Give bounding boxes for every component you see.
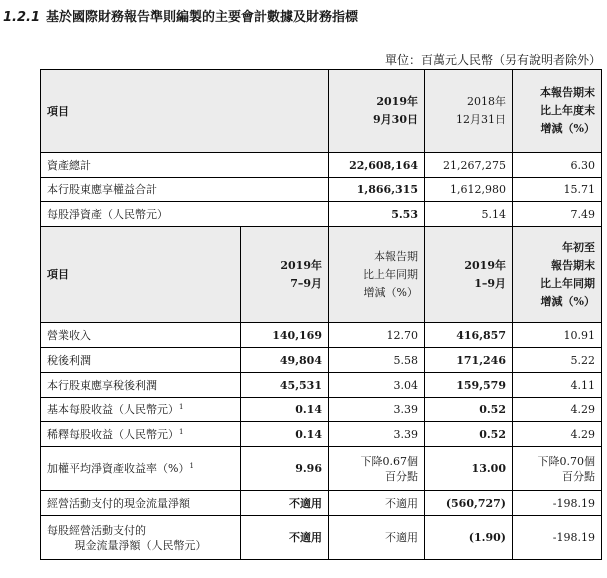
footnote-marker: 1 [189, 462, 194, 470]
row-value-d: 10.91 [513, 323, 602, 348]
row-value-a: 不適用 [241, 516, 329, 560]
section1-header-col-c: 本報告期末 比上年度末 增減（%） [513, 70, 602, 153]
section2-header-col-a: 2019年 7–9月 [241, 227, 329, 323]
row-value-b: 12.70 [329, 323, 425, 348]
table-row [41, 202, 602, 227]
row-value-d: 5.22 [513, 348, 602, 373]
row-value-d: 下降0.70個 百分點 [513, 447, 602, 491]
section1-header-row [41, 70, 602, 153]
table-row [41, 398, 602, 422]
row-value-a: 0.14 [241, 398, 329, 422]
row-label: 本行股東應享權益合計 [41, 178, 329, 202]
row-label: 資產總計 [41, 153, 329, 178]
row-label: 稅後利潤 [41, 348, 241, 373]
section-title [3, 6, 358, 25]
row-value-c: 159,579 [425, 373, 513, 398]
unit-note: 單位：百萬元人民幣（另有說明者除外） [384, 53, 601, 67]
row-value-d: -198.19 [513, 491, 602, 516]
row-label: 基本每股收益（人民幣元）$^1$ [41, 398, 241, 422]
section-title-text: 基於國際財務報告準則編製的主要會計數據及財務指標 [46, 10, 359, 25]
row-value-d: 4.29 [513, 398, 602, 422]
table-row [41, 373, 602, 398]
row-value-a: 不適用 [241, 491, 329, 516]
row-label: 經營活動支付的現金流量淨額 [41, 491, 241, 516]
table-row [41, 323, 602, 348]
row-value-c: 416,857 [425, 323, 513, 348]
row-value-b: 3.04 [329, 373, 425, 398]
row-label: 加權平均淨資產收益率（%）$^1$ [41, 447, 241, 491]
row-label: 本行股東應享稅後利潤 [41, 373, 241, 398]
table-row [41, 348, 602, 373]
section1-header-item: 項目 [41, 70, 329, 153]
row-value-a: 5.53 [329, 202, 425, 227]
section2-header-item: 項目 [41, 227, 241, 323]
row-value-a: 9.96 [241, 447, 329, 491]
section2-header-col-c: 2019年 1–9月 [425, 227, 513, 323]
row-value-a: 0.14 [241, 422, 329, 447]
row-value-c: 15.71 [513, 178, 602, 202]
table-row [41, 422, 602, 447]
row-value-b: 5.58 [329, 348, 425, 373]
section1-header-col-b: 2018年 12月31日 [425, 70, 513, 153]
table-row [41, 178, 602, 202]
row-value-c: 6.30 [513, 153, 602, 178]
row-value-d: 4.11 [513, 373, 602, 398]
table-row-cashflow-per-share [41, 516, 602, 560]
row-label: 每股淨資產（人民幣元） [41, 202, 329, 227]
row-value-c: (560,727) [425, 491, 513, 516]
row-value-c: 7.49 [513, 202, 602, 227]
row-value-c: 13.00 [425, 447, 513, 491]
row-value-b: 不適用 [329, 516, 425, 560]
row-value-b: 5.14 [425, 202, 513, 227]
row-value-d: -198.19 [513, 516, 602, 560]
section2-header-col-d: 年初至 報告期末 比上年同期 增減（%） [513, 227, 602, 323]
row-value-b: 1,612,980 [425, 178, 513, 202]
row-value-b: 3.39 [329, 422, 425, 447]
row-value-c: 0.52 [425, 422, 513, 447]
footnote-marker: 1 [179, 427, 184, 436]
section-number: 1.2.1 [3, 10, 41, 25]
table-row [41, 153, 602, 178]
row-value-b: 3.39 [329, 398, 425, 422]
row-value-a: 49,804 [241, 348, 329, 373]
section2-header-row [41, 227, 602, 323]
footnote-marker: 1 [179, 403, 184, 411]
row-value-b: 不適用 [329, 491, 425, 516]
row-label: 稀釋每股收益（人民幣元）$^1$ [41, 422, 241, 447]
row-value-a: 140,169 [241, 323, 329, 348]
row-value-a: 1,866,315 [329, 178, 425, 202]
row-value-d: 4.29 [513, 422, 602, 447]
row-value-b: 下降0.67個 百分點 [329, 447, 425, 491]
section1-header-col-a: 2019年 9月30日 [329, 70, 425, 153]
table-row-cashflow [41, 491, 602, 516]
row-value-c: 0.52 [425, 398, 513, 422]
row-value-c: (1.90) [425, 516, 513, 560]
table-row-roe [41, 447, 602, 491]
row-value-c: 171,246 [425, 348, 513, 373]
row-value-a: 22,608,164 [329, 153, 425, 178]
row-label: 營業收入 [41, 323, 241, 348]
row-value-a: 45,531 [241, 373, 329, 398]
row-label: 每股經營活動支付的 現金流量淨額（人民幣元） [41, 516, 241, 560]
row-value-b: 21,267,275 [425, 153, 513, 178]
section2-header-col-b: 本報告期 比上年同期 增減（%） [329, 227, 425, 323]
financial-table [40, 69, 602, 560]
